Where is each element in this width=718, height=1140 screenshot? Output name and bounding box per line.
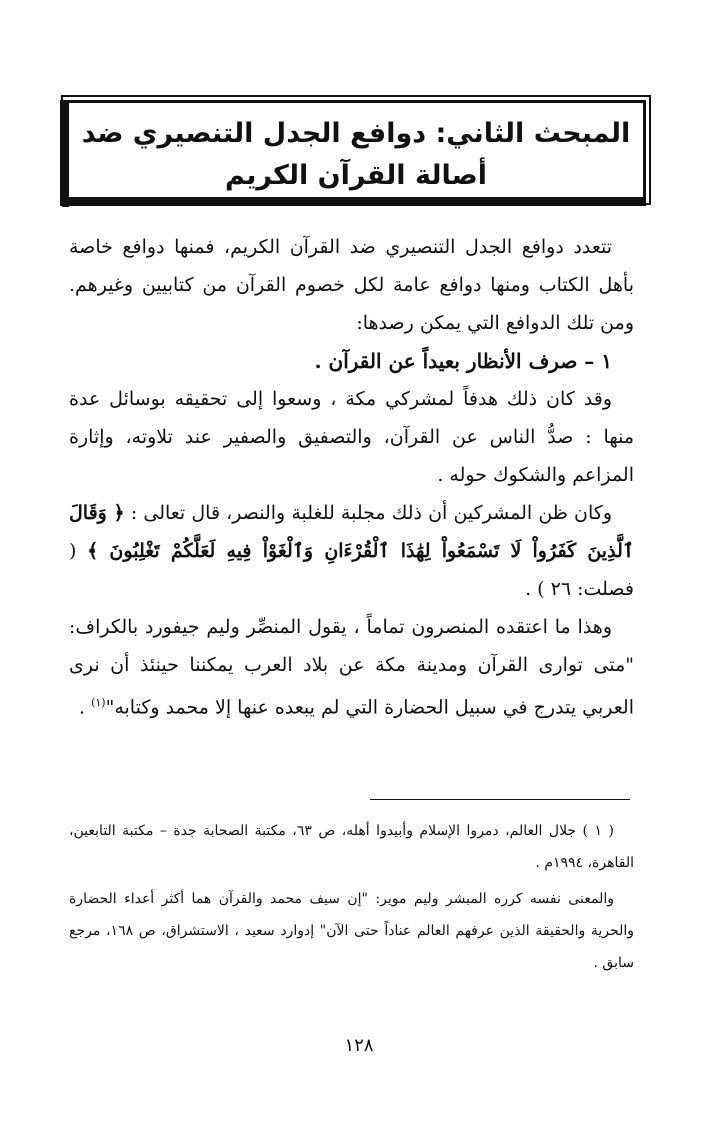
paragraph-1: وقد كان ذلك هدفاً لمشركي مكة ، وسعوا إلى تحقيقه بوسائل عدة منها : صدُّ الناس عن القرآن، والتصفيق والصفير عند تلاوته، وإثارة المزاعم والشكوك حوله . — [69, 388, 634, 486]
footnote-marker: (١) — [91, 696, 106, 709]
footnotes — [69, 815, 634, 983]
paragraph-3 — [69, 608, 634, 726]
section-title: المبحث الثاني: دوافع الجدل التنصيري ضد أصالة القرآن الكريم — [81, 118, 631, 191]
footnote-2: والمعنى نفسه كرره المبشر وليم موير: "إن سيف محمد والقرآن هما أكثر أعداء الحضارة والحرية والحقيقة الذين عرفهم العالم عناداً حتى الآن" إدوارد سعيد ، الاستشراق، ص ١٦٨، مرجع سابق . — [69, 891, 634, 971]
footnote-1: ( ١ ) جلال العالم، دمروا الإسلام وأبيدوا أهله، ص ٦٣، مكتبة الصحابة جدة – مكتبة التابعين، القاهرة، ١٩٩٤م . — [69, 823, 634, 871]
section-title-frame — [66, 100, 646, 200]
verse-reference: ( فصلت: ٢٦ ) . — [69, 540, 634, 600]
paragraph-3-text: وهذا ما اعتقده المنصرون تماماً ، يقول المنصِّر وليم جيفورد بالكراف: "متى توارى القرآن ومدينة مكة عن بلاد العرب يمكننا حينئذ أن نرى العربي يتدرج في سبيل الحضارة التي لم يبعده عنها إلا محمد وكتابه" — [69, 616, 634, 719]
quran-verse: ﴿ وَقَالَ ٱلَّذِينَ كَفَرُواْ لَا تَسْمَعُواْ لِهَٰذَا ٱلْقُرْءَانِ وَٱلْغَوْاْ فِيهِ لَعَلَّكُمْ تَغْلِبُونَ ﴾ — [69, 502, 634, 562]
intro-paragraph: تتعدد دوافع الجدل التنصيري ضد القرآن الكريم، فمنها دوافع خاصة بأهل الكتاب ومنها دوافع عامة لكل خصوم القرآن من كتابيين وغيرهم. ومن تلك الدوافع التي يمكن رصدها: — [69, 236, 634, 334]
main-body-text — [69, 228, 634, 726]
paragraph-3-end: . — [78, 696, 92, 719]
paragraph-2 — [69, 494, 634, 608]
paragraph-2-text: وكان ظن المشركين أن ذلك مجلبة للغلبة والنصر، قال تعالى : — [130, 502, 612, 524]
page-number: ١٢٨ — [344, 1035, 374, 1056]
subheading-1: ١ – صرف الأنظار بعيداً عن القرآن . — [314, 349, 612, 373]
footnote-separator — [370, 799, 630, 800]
